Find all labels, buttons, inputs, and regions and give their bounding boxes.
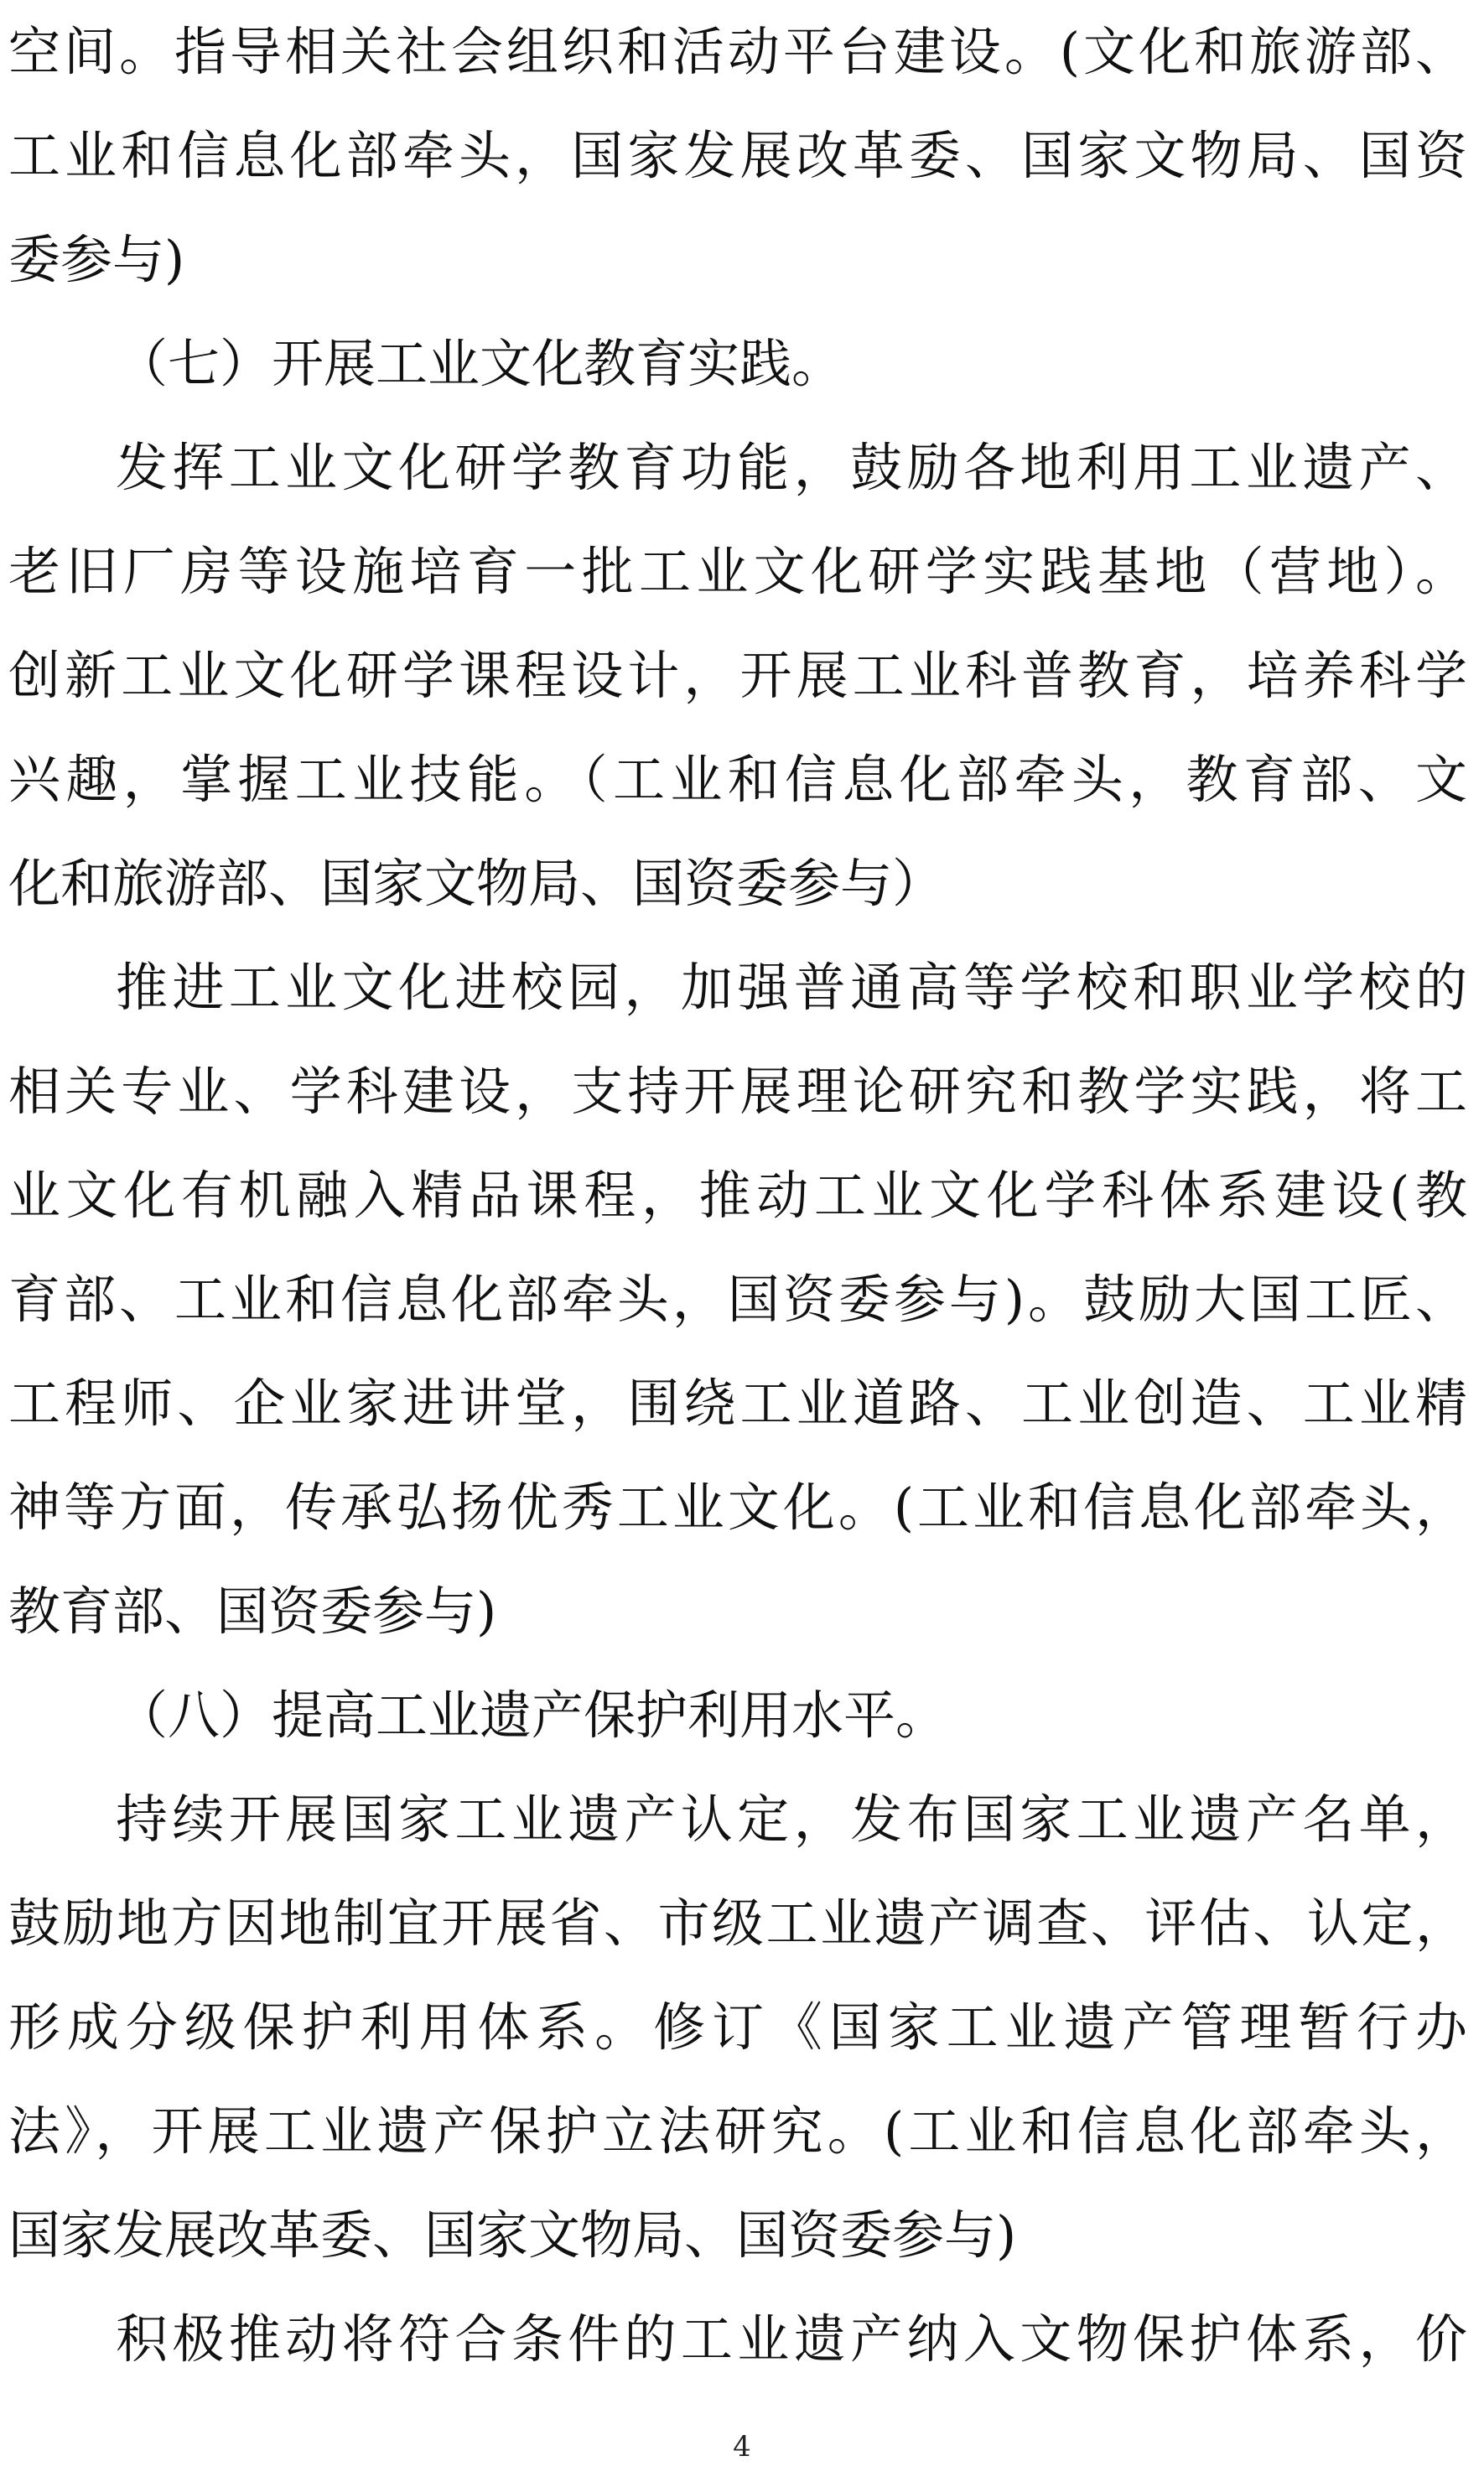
text-line: 创新工业文化研学课程设计，开展工业科普教育，培养科学 bbox=[8, 645, 1467, 706]
text-line: 工业和信息化部牵头，国家发展改革委、国家文物局、国资 bbox=[8, 125, 1467, 186]
text-line: 空间。指导相关社会组织和活动平台建设。(文化和旅游部、 bbox=[8, 21, 1467, 82]
paragraph-first-line: 发挥工业文化研学教育功能，鼓励各地利用工业遗产、 bbox=[116, 437, 1467, 498]
paragraph-first-line: （七）开展工业文化教育实践。 bbox=[116, 333, 844, 394]
page-number: 4 bbox=[733, 2430, 751, 2464]
text-line: 形成分级保护利用体系。修订《国家工业遗产管理暂行办 bbox=[8, 1996, 1467, 2058]
paragraph-first-line: 积极推动将符合条件的工业遗产纳入文物保护体系，价 bbox=[116, 2308, 1467, 2370]
text-line: 育部、工业和信息化部牵头，国资委参与)。鼓励大国工匠、 bbox=[8, 1269, 1467, 1330]
paragraph-first-line: 持续开展国家工业遗产认定，发布国家工业遗产名单， bbox=[116, 1789, 1467, 1850]
paragraph-first-line: 推进工业文化进校园，加强普通高等学校和职业学校的 bbox=[116, 957, 1467, 1018]
text-line: 业文化有机融入精品课程，推动工业文化学科体系建设(教 bbox=[8, 1165, 1467, 1226]
text-line: 法》，开展工业遗产保护立法研究。(工业和信息化部牵头， bbox=[8, 2100, 1467, 2162]
text-line: 国家发展改革委、国家文物局、国资委参与) bbox=[8, 2204, 1017, 2266]
text-line: 化和旅游部、国家文物局、国资委参与） bbox=[8, 853, 945, 914]
text-line: 工程师、企业家进讲堂，围绕工业道路、工业创造、工业精 bbox=[8, 1373, 1467, 1434]
text-line: 教育部、国资委参与) bbox=[8, 1581, 497, 1642]
text-line: 委参与) bbox=[8, 229, 185, 290]
paragraph-first-line: （八）提高工业遗产保护利用水平。 bbox=[116, 1685, 948, 1746]
text-line: 鼓励地方因地制宜开展省、市级工业遗产调查、评估、认定， bbox=[8, 1893, 1467, 1954]
text-line: 兴趣，掌握工业技能。（工业和信息化部牵头，教育部、文 bbox=[8, 749, 1467, 810]
text-line: 神等方面，传承弘扬优秀工业文化。(工业和信息化部牵头， bbox=[8, 1477, 1467, 1538]
text-line: 相关专业、学科建设，支持开展理论研究和教学实践，将工 bbox=[8, 1061, 1467, 1122]
body-text bbox=[8, 0, 1467, 2391]
text-line: 老旧厂房等设施培育一批工业文化研学实践基地（营地）。 bbox=[8, 541, 1467, 602]
